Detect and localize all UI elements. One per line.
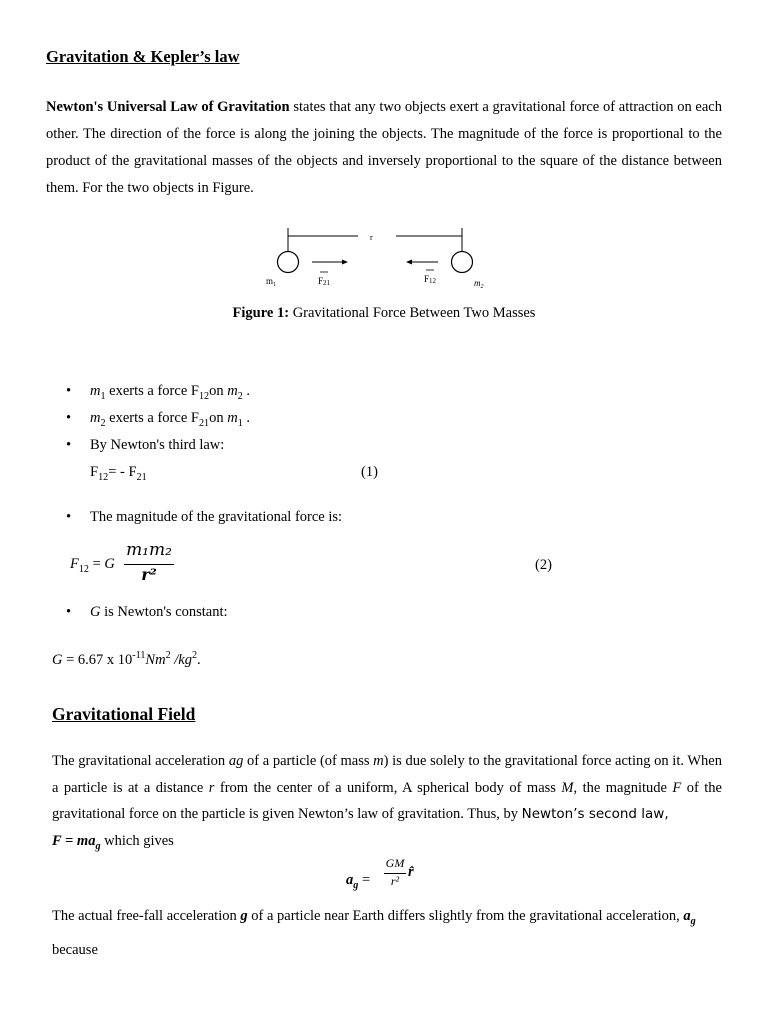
equation-3-numerator: GM — [385, 856, 405, 870]
bullet-dot: • — [66, 509, 72, 525]
two-masses-figure — [258, 226, 498, 296]
caption-label: Figure 1: — [232, 305, 290, 321]
bullet-dot: • — [66, 410, 72, 426]
equation-2-denominator: r² — [141, 565, 157, 584]
mass-m2 — [452, 252, 473, 273]
section-heading: Gravitational Field — [52, 704, 196, 724]
arrow-f12-head — [406, 260, 412, 265]
equation-1: $F_{12}= - F_{21}$ — [90, 464, 147, 483]
label-m1: $m_1$ — [266, 276, 277, 288]
bullet-dot: • — [66, 383, 72, 399]
law-name: Newton's Universal Law of Gravitation — [46, 99, 290, 115]
intro-paragraph — [46, 94, 722, 202]
label-f12: F12 — [424, 274, 437, 285]
caption-text: Gravitational Force Between Two Masses — [289, 305, 536, 321]
arrow-f21-head — [342, 260, 348, 265]
equation-3-denominator: r² — [390, 874, 400, 888]
intro-text: states that any two objects exert a gravitational force of attraction on each other. The direction of the force is along the joining the objects. The magnitude of the force is proportional to the product of the gravitational masses of the objects and inversely proportional to the square of the distance between them. For the two objects in Figure. — [46, 99, 722, 196]
equation-2-lhs: $F_{12} = G$ — [70, 556, 115, 575]
equation-3-lhs: $a_g$ = — [346, 872, 371, 891]
field-paragraph: The gravitational acceleration ag of a particle (of mass m) is due solely to the gravitational force acting on it. When a particle is at a distance r from the center of a uniform, A spherical body of mass M, the magnitude F of the gravitational force on the particle is given Newton’s law of gravitation. Thus, by Newton’s second law, $F = ma_g$ which gives — [52, 753, 722, 852]
label-f21: F21 — [318, 276, 331, 287]
bullet-dot: • — [66, 437, 72, 453]
label-m2: $m_2$ — [474, 278, 484, 290]
equation-2-number: (2) — [535, 557, 552, 573]
equation-1-number: (1) — [361, 464, 378, 480]
gravitational-constant: G = 6.67 x $10^{-11}Nm^2$ $/kg^2$. — [52, 650, 201, 668]
distance-label: r — [370, 233, 373, 242]
bullet-dot: • — [66, 604, 72, 620]
mass-m1 — [278, 252, 299, 273]
page-title: Gravitation & Kepler’s law — [46, 47, 240, 66]
equation-3-unit-vector: r̂ — [408, 864, 414, 880]
free-fall-paragraph: The actual free-fall acceleration g of a particle near Earth differs slightly from the gravitational acceleration, $a_g$ because — [52, 908, 696, 958]
equation-2-numerator: m₁m₂ — [126, 540, 172, 560]
figure-caption — [0, 305, 768, 322]
